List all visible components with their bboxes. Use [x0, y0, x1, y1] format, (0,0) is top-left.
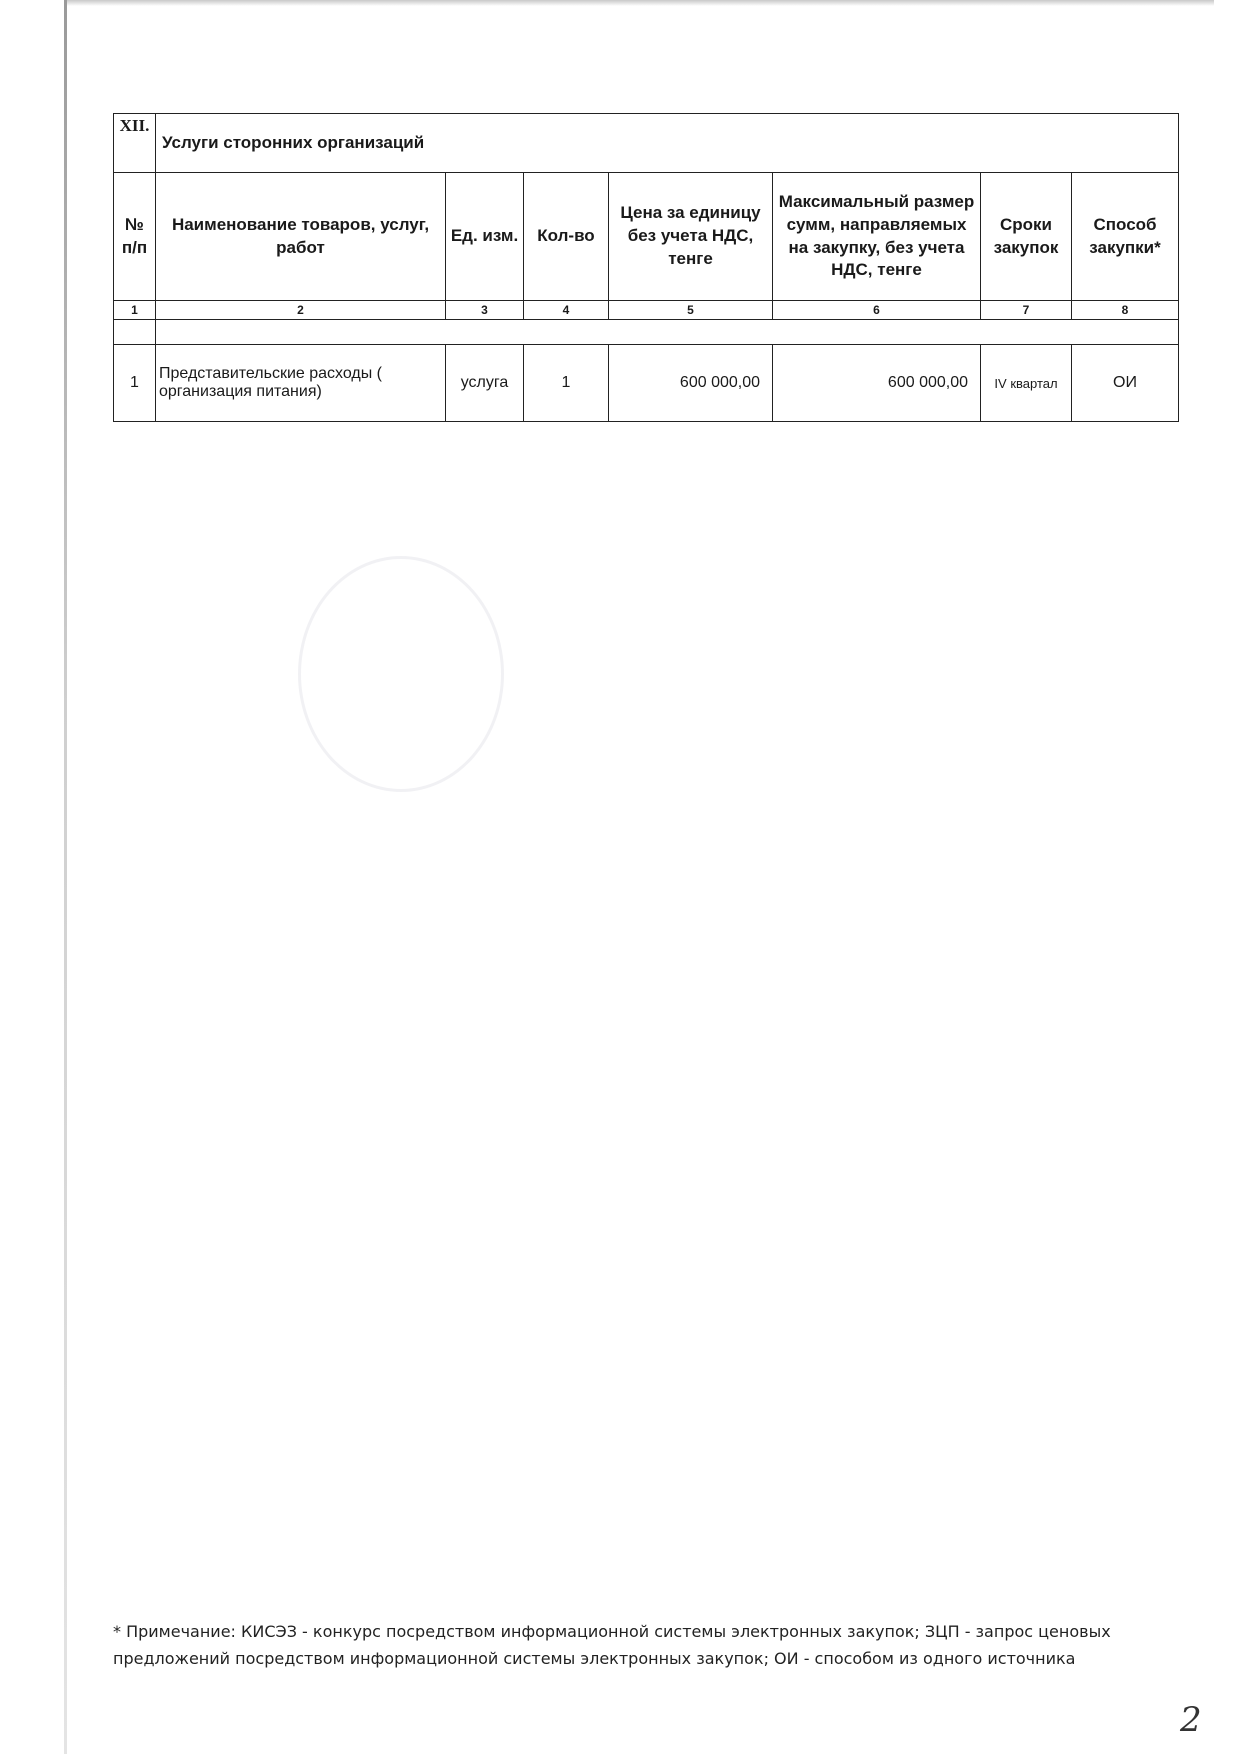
row-method: ОИ — [1072, 345, 1179, 422]
page-number-handwritten: 2 — [1180, 1700, 1202, 1740]
header-max-amount: Максимальный размер сумм, направляемых на закупку, без учета НДС, тенге — [773, 173, 981, 301]
header-period: Сроки закупок — [981, 173, 1072, 301]
row-price: 600 000,00 — [609, 345, 773, 422]
header-unit: Ед. изм. — [446, 173, 524, 301]
section-title: Услуги сторонних организаций — [156, 114, 1179, 173]
column-number: 7 — [981, 301, 1072, 320]
scan-left-edge — [64, 0, 67, 1754]
spacer-cell — [156, 320, 1179, 345]
procurement-table — [113, 113, 1179, 422]
row-unit: услуга — [446, 345, 524, 422]
footnote: * Примечание: КИСЭЗ - конкурс посредством информационной системы электронных закупок; ЗЦП - запрос ценовых предложений посредством информационной системы электронных закупок; ОИ - спосoбом из одного источника — [113, 1622, 1111, 1668]
header-method: Способ закупки* — [1072, 173, 1179, 301]
faint-stamp-mark — [298, 556, 504, 792]
header-qty: Кол-во — [524, 173, 609, 301]
section-number: XII. — [114, 114, 156, 173]
column-number-row — [114, 301, 1179, 320]
spacer-row — [114, 320, 1179, 345]
header-row — [114, 173, 1179, 301]
header-no: № п/п — [114, 173, 156, 301]
header-price: Цена за единицу без учета НДС, тенге — [609, 173, 773, 301]
spacer-cell — [114, 320, 156, 345]
table-row — [114, 345, 1179, 422]
scan-top-shadow — [64, 0, 1214, 6]
column-number: 5 — [609, 301, 773, 320]
row-max-amount: 600 000,00 — [773, 345, 981, 422]
column-number: 4 — [524, 301, 609, 320]
column-number: 1 — [114, 301, 156, 320]
column-number: 2 — [156, 301, 446, 320]
column-number: 3 — [446, 301, 524, 320]
section-row — [114, 114, 1179, 173]
row-qty: 1 — [524, 345, 609, 422]
row-name: Представительские расходы ( организация питания) — [156, 345, 446, 422]
header-name: Наименование товаров, услуг, работ — [156, 173, 446, 301]
column-number: 8 — [1072, 301, 1179, 320]
row-period: IV квартал — [981, 345, 1072, 422]
row-no: 1 — [114, 345, 156, 422]
column-number: 6 — [773, 301, 981, 320]
